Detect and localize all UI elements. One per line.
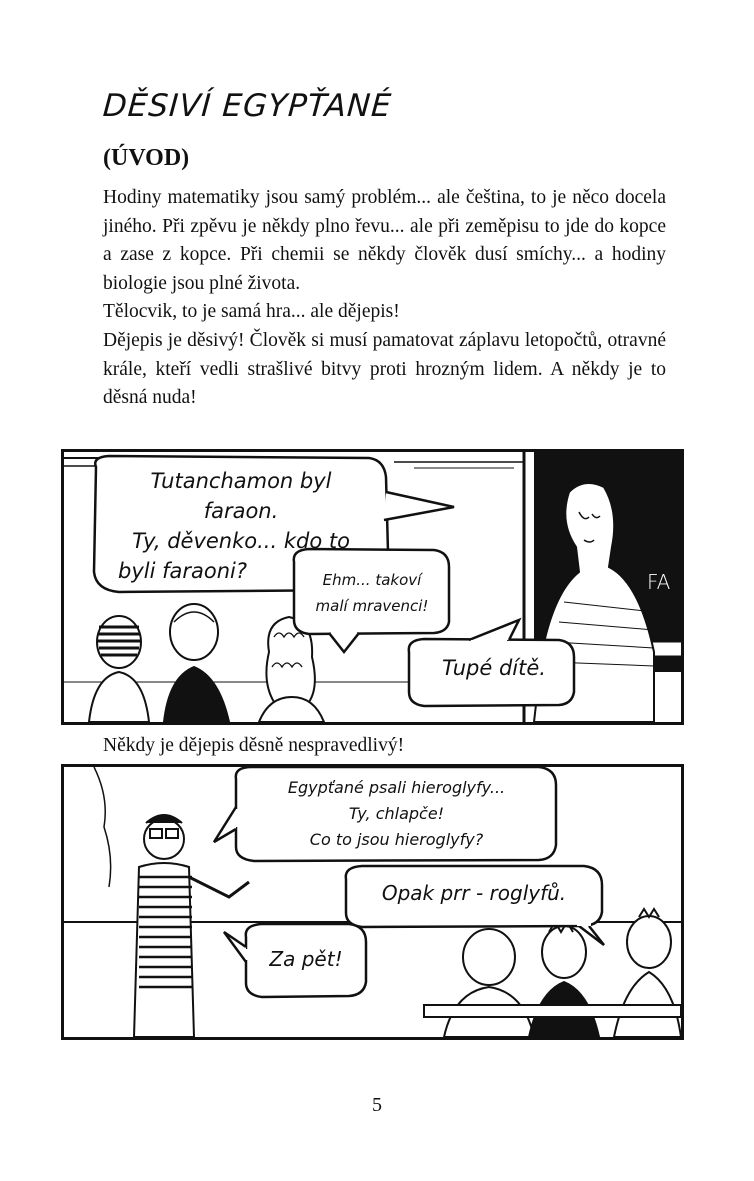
comic-panel-1 [61,449,684,725]
caption: Někdy je dějepis děsně nespravedlivý! [103,735,405,756]
comic-panel-2 [61,764,684,1040]
paragraph-2: Tělocvik, to je samá hra... ale dějepis! [103,301,400,323]
teacher-line-4: byli faraoni? [118,559,248,583]
teacher-reply-1: Tupé dítě. [442,656,546,680]
intro-text [103,184,666,413]
boy-reply: Opak prr - roglyfů. [381,881,567,905]
page-number: 5 [372,1094,382,1116]
teacher-line-1: Tutanchamon byl [150,469,332,493]
teacher-line-3: Ty, děvenko... kdo to [132,529,350,553]
teacher2-line-1: Egypťané psali hieroglyfy... [287,778,506,797]
paragraph-3: Dějepis je děsivý! Člověk si musí pamatovat záplavu letopočtů, otravné krále, kteří vedli strašlivé bitvy proti hrozným lidem. A někdy je to děsná nuda! [103,329,666,409]
teacher-speech-2 [244,775,549,853]
chalkboard-text: FA [647,570,671,594]
teacher2-line-3: Co to jsou hieroglyfy? [309,830,484,849]
teacher-reply-2: Za pět! [269,947,343,971]
girl-speech [302,567,442,619]
teacher2-line-2: Ty, chlapče! [348,804,445,823]
chapter-title: DĚSIVÍ EGYPŤANÉ [101,88,394,124]
girl-line-2: malí mravenci! [315,597,429,615]
paragraph-1: Hodiny matematiky jsou samý problém... ale čeština, to je něco docela jiného. Při zpěvu je někdy plno řevu... ale při zeměpisu to jde do kopce a zase z kopce. Při chemii se někdy člověk dusí smíchy... a hodiny biologie jsou plné života. [103,187,666,294]
chapter-subtitle: (ÚVOD) [103,145,190,171]
girl-line-1: Ehm... takoví [322,571,422,589]
teacher-line-2: faraon. [203,499,279,523]
